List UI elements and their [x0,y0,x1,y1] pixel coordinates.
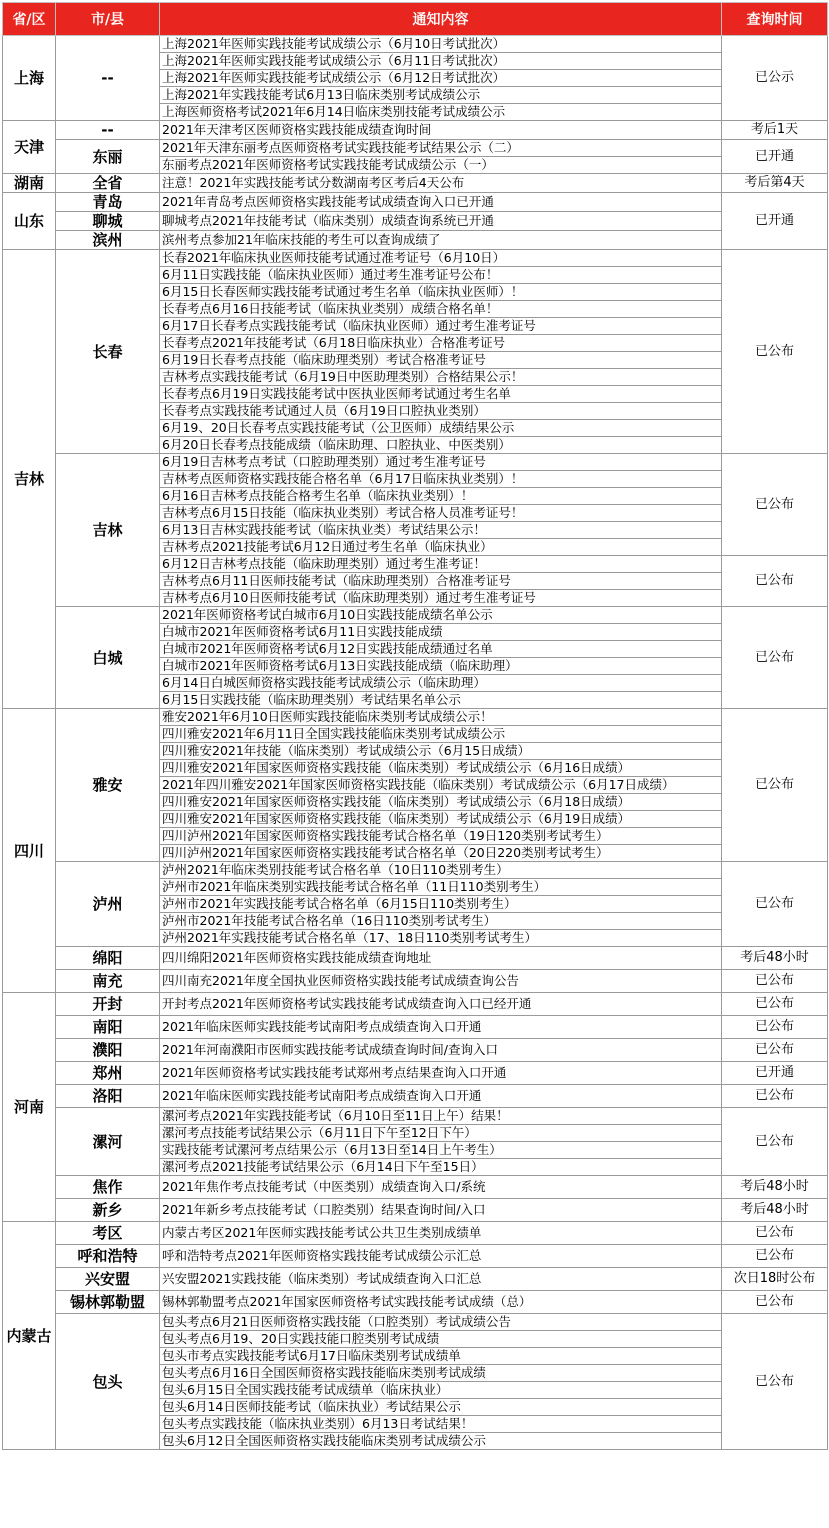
province-cell: 河南 [3,993,56,1222]
table-row [3,454,828,471]
city-cell: 锡林郭勒盟 [56,1291,160,1314]
query-time-cell: 已公布 [722,1222,828,1245]
query-time-cell: 次日18时公布 [722,1268,828,1291]
query-time-cell: 考后48小时 [722,1199,828,1222]
city-cell: 濮阳 [56,1039,160,1062]
notice-link[interactable]: 2021年医师资格考试白城市6月10日实践技能成绩名单公示 [160,607,722,624]
table-row [3,1039,828,1062]
city-cell: 泸州 [56,862,160,947]
table-row [3,140,828,157]
notice-link[interactable]: 聊城考点2021年技能考试（临床类别）成绩查询系统已开通 [160,212,722,231]
notice-table [2,2,828,1450]
notice-link[interactable]: 开封考点2021年医师资格考试实践技能考试成绩查询入口已经开通 [160,993,722,1016]
notice-link[interactable]: 四川雅安2021年国家医师资格实践技能（临床类别）考试成绩公示（6月19日成绩） [160,811,722,828]
notice-link[interactable]: 6月12日吉林考点技能（临床助理类别）通过考生准考证！ [160,556,722,573]
province-cell: 山东 [3,193,56,250]
city-cell: 开封 [56,993,160,1016]
notice-link[interactable]: 包头6月15日全国实践技能考试成绩单（临床执业） [160,1382,722,1399]
notice-link[interactable]: 四川雅安2021年技能（临床类别）考试成绩公示（6月15日成绩） [160,743,722,760]
notice-link[interactable]: 吉林考点2021技能考试6月12日通过考生名单（临床执业） [160,539,722,556]
table-row [3,193,828,212]
table-row [3,947,828,970]
notice-link[interactable]: 6月19、20日长春考点实践技能考试（公卫医师）成绩结果公示 [160,420,722,437]
table-body [3,36,828,1450]
query-time-cell: 已公布 [722,709,828,862]
header-time: 查询时间 [722,3,828,36]
notice-link[interactable]: 包头6月14日医师技能考试（临床执业）考试结果公示 [160,1399,722,1416]
query-time-cell: 考后第4天 [722,174,828,193]
notice-link[interactable]: 四川南充2021年度全国执业医师资格实践技能考试成绩查询公告 [160,970,722,993]
notice-link[interactable]: 长春考点6月16日技能考试（临床执业类别）成绩合格名单！ [160,301,722,318]
query-time-cell: 已公布 [722,1314,828,1450]
city-cell: 洛阳 [56,1085,160,1108]
city-cell: 新乡 [56,1199,160,1222]
notice-link[interactable]: 四川泸州2021年国家医师资格实践技能考试合格名单（19日120类别考试考生） [160,828,722,845]
query-time-cell: 已公布 [722,1291,828,1314]
table-row [3,1291,828,1314]
city-cell: 聊城 [56,212,160,231]
notice-link[interactable]: 2021年四川雅安2021年国家医师资格实践技能（临床类别）考试成绩公示（6月17日成绩） [160,777,722,794]
query-time-cell: 已公布 [722,1085,828,1108]
table-row [3,709,828,726]
notice-link[interactable]: 泸州2021年临床类别技能考试合格名单（10日110类别考生） [160,862,722,879]
city-cell: 白城 [56,607,160,709]
query-time-cell: 已开通 [722,1062,828,1085]
query-time-cell: 已公布 [722,1016,828,1039]
notice-link[interactable]: 四川雅安2021年6月11日全国实践技能临床类别考试成绩公示 [160,726,722,743]
notice-link[interactable]: 6月11日实践技能（临床执业医师）通过考生准考证号公布！ [160,267,722,284]
city-cell: 绵阳 [56,947,160,970]
city-cell: -- [56,36,160,121]
notice-link[interactable]: 呼和浩特考点2021年医师资格实践技能考试成绩公示汇总 [160,1245,722,1268]
city-cell: 郑州 [56,1062,160,1085]
query-time-cell: 考后48小时 [722,947,828,970]
notice-link[interactable]: 6月15日长春医师实践技能考试通过考生名单（临床执业医师）！ [160,284,722,301]
notice-link[interactable]: 吉林考点医师资格实践技能合格名单（6月17日临床执业类别）！ [160,471,722,488]
notice-link[interactable]: 四川绵阳2021年医师资格实践技能成绩查询地址 [160,947,722,970]
notice-link[interactable]: 上海医师资格考试2021年6月14日临床类别技能考试成绩公示 [160,104,722,121]
city-cell: 青岛 [56,193,160,212]
notice-link[interactable]: 四川雅安2021年国家医师资格实践技能（临床类别）考试成绩公示（6月18日成绩） [160,794,722,811]
notice-link[interactable]: 上海2021年医师实践技能考试成绩公示（6月11日考试批次） [160,53,722,70]
notice-link[interactable]: 长春考点实践技能考试通过人员（6月19日口腔执业类别） [160,403,722,420]
query-time-cell: 已公布 [722,454,828,556]
notice-link[interactable]: 6月19日长春考点技能（临床助理类别）考试合格准考证号 [160,352,722,369]
query-time-cell: 已公布 [722,607,828,709]
query-time-cell: 已公布 [722,993,828,1016]
header-province: 省/区 [3,3,56,36]
notice-link[interactable]: 长春2021年临床执业医师技能考试通过准考证号（6月10日） [160,250,722,267]
notice-link[interactable]: 锡林郭勒盟考点2021年国家医师资格考试实践技能考试成绩（总） [160,1291,722,1314]
notice-link[interactable]: 6月17日长春考点实践技能考试（临床执业医师）通过考生准考证号 [160,318,722,335]
query-time-cell: 已公布 [722,250,828,454]
table-row [3,212,828,231]
notice-link[interactable]: 上海2021年实践技能考试6月13日临床类别考试成绩公示 [160,87,722,104]
table-row [3,36,828,53]
city-cell: 兴安盟 [56,1268,160,1291]
notice-link[interactable]: 吉林考点6月15日技能（临床执业类别）考试合格人员准考证号！ [160,505,722,522]
notice-link[interactable]: 白城市2021年医师资格考试6月13日实践技能成绩（临床助理） [160,658,722,675]
table-row [3,1016,828,1039]
query-time-cell: 已公布 [722,1039,828,1062]
city-cell: 南充 [56,970,160,993]
province-cell: 内蒙古 [3,1222,56,1450]
notice-link[interactable]: 2021年新乡考点技能考试（口腔类别）结果查询时间/入口 [160,1199,722,1222]
city-cell: -- [56,121,160,140]
table-row [3,1108,828,1125]
notice-link[interactable]: 吉林考点6月10日医师技能考试（临床助理类别）通过考生准考证号 [160,590,722,607]
notice-link[interactable]: 包头考点6月19、20日实践技能口腔类别考试成绩 [160,1331,722,1348]
table-row [3,121,828,140]
province-cell: 天津 [3,121,56,174]
table-row [3,1199,828,1222]
city-cell: 吉林 [56,454,160,607]
table-row [3,993,828,1016]
notice-link[interactable]: 2021年临床医师实践技能考试南阳考点成绩查询入口开通 [160,1085,722,1108]
notice-link[interactable]: 漯河考点2021技能考试结果公示（6月14日下午至15日） [160,1159,722,1176]
query-time-cell: 已开通 [722,140,828,174]
notice-link[interactable]: 东丽考点2021年医师资格考试实践技能考试成绩公示（一） [160,157,722,174]
table-row [3,862,828,879]
notice-link[interactable]: 上海2021年医师实践技能考试成绩公示（6月12日考试批次） [160,70,722,87]
table-row [3,174,828,193]
notice-link[interactable]: 泸州市2021年技能考试合格名单（16日110类别考试考生） [160,913,722,930]
city-cell: 长春 [56,250,160,454]
notice-link[interactable]: 2021年焦作考点技能考试（中医类别）成绩查询入口/系统 [160,1176,722,1199]
query-time-cell: 考后48小时 [722,1176,828,1199]
notice-link[interactable]: 6月16日吉林考点技能合格考生名单（临床执业类别）！ [160,488,722,505]
header-city: 市/县 [56,3,160,36]
header-content: 通知内容 [160,3,722,36]
notice-link[interactable]: 白城市2021年医师资格考试6月11日实践技能成绩 [160,624,722,641]
query-time-cell: 已开通 [722,193,828,250]
notice-link[interactable]: 长春考点2021年技能考试（6月18日临床执业）合格准考证号 [160,335,722,352]
notice-link[interactable]: 泸州市2021年临床类别实践技能考试合格名单（11日110类别考生） [160,879,722,896]
table-row [3,1176,828,1199]
notice-link[interactable]: 内蒙古考区2021年医师实践技能考试公共卫生类别成绩单 [160,1222,722,1245]
notice-link[interactable]: 泸州2021年实践技能考试合格名单（17、18日110类别考试考生） [160,930,722,947]
notice-link[interactable]: 长春考点6月19日实践技能考试中医执业医师考试通过考生名单 [160,386,722,403]
query-time-cell: 已公布 [722,862,828,947]
city-cell: 滨州 [56,231,160,250]
notice-link[interactable]: 包头市考点实践技能考试6月17日临床类别考试成绩单 [160,1348,722,1365]
notice-link[interactable]: 包头考点6月16日全国医师资格实践技能临床类别考试成绩 [160,1365,722,1382]
city-cell: 东丽 [56,140,160,174]
query-time-cell: 已公示 [722,36,828,121]
province-cell: 上海 [3,36,56,121]
query-time-cell: 已公布 [722,970,828,993]
notice-link[interactable]: 2021年天津考区医师资格实践技能成绩查询时间 [160,121,722,140]
notice-link[interactable]: 兴安盟2021实践技能（临床类别）考试成绩查询入口汇总 [160,1268,722,1291]
city-cell: 全省 [56,174,160,193]
query-time-cell: 已公布 [722,556,828,607]
table-row [3,231,828,250]
city-cell: 呼和浩特 [56,1245,160,1268]
header-row [3,3,828,36]
notice-link[interactable]: 2021年青岛考点医师资格实践技能考试成绩查询入口已开通 [160,193,722,212]
notice-link[interactable]: 吉林考点实践技能考试（6月19日中医助理类别）合格结果公示！ [160,369,722,386]
notice-link[interactable]: 注意！2021年实践技能考试分数湖南考区考后4天公布 [160,174,722,193]
city-cell: 考区 [56,1222,160,1245]
table-row [3,1222,828,1245]
notice-link[interactable]: 2021年天津东丽考点医师资格考试实践技能考试结果公示（二） [160,140,722,157]
notice-link[interactable]: 上海2021年医师实践技能考试成绩公示（6月10日考试批次） [160,36,722,53]
notice-link[interactable]: 6月20日长春考点技能成绩（临床助理、口腔执业、中医类别） [160,437,722,454]
city-cell: 南阳 [56,1016,160,1039]
table-row [3,1245,828,1268]
notice-link[interactable]: 包头考点实践技能（临床执业类别）6月13日考试结果！ [160,1416,722,1433]
table-row [3,607,828,624]
notice-link[interactable]: 6月19日吉林考点考试（口腔助理类别）通过考生准考证号 [160,454,722,471]
notice-link[interactable]: 白城市2021年医师资格考试6月12日实践技能成绩通过名单 [160,641,722,658]
notice-link[interactable]: 2021年临床医师实践技能考试南阳考点成绩查询入口开通 [160,1016,722,1039]
notice-link[interactable]: 6月14日白城医师资格实践技能考试成绩公示（临床助理） [160,675,722,692]
province-cell: 吉林 [3,250,56,709]
notice-link[interactable]: 四川泸州2021年国家医师资格实践技能考试合格名单（20日220类别考试考生） [160,845,722,862]
notice-link[interactable]: 雅安2021年6月10日医师实践技能临床类别考试成绩公示！ [160,709,722,726]
notice-link[interactable]: 实践技能考试漯河考点结果公示（6月13日至14日上午考生） [160,1142,722,1159]
city-cell: 包头 [56,1314,160,1450]
query-time-cell: 考后1天 [722,121,828,140]
city-cell: 雅安 [56,709,160,862]
province-cell: 湖南 [3,174,56,193]
notice-link[interactable]: 包头考点6月21日医师资格实践技能（口腔类别）考试成绩公告 [160,1314,722,1331]
notice-link[interactable]: 2021年医师资格考试实践技能考试郑州考点结果查询入口开通 [160,1062,722,1085]
table-row [3,1268,828,1291]
table-row [3,1085,828,1108]
notice-link[interactable]: 6月13日吉林实践技能考试（临床执业类）考试结果公示！ [160,522,722,539]
notice-link[interactable]: 吉林考点6月11日医师技能考试（临床助理类别）合格准考证号 [160,573,722,590]
table-row [3,1062,828,1085]
query-time-cell: 已公布 [722,1108,828,1176]
province-cell: 四川 [3,709,56,993]
notice-link[interactable]: 6月15日实践技能（临床助理类别）考试结果名单公示 [160,692,722,709]
notice-link[interactable]: 四川雅安2021年国家医师资格实践技能（临床类别）考试成绩公示（6月16日成绩） [160,760,722,777]
table-row [3,250,828,267]
table-row [3,1314,828,1331]
notice-link[interactable]: 2021年河南濮阳市医师实践技能考试成绩查询时间/查询入口 [160,1039,722,1062]
query-time-cell: 已公布 [722,1245,828,1268]
city-cell: 漯河 [56,1108,160,1176]
notice-link[interactable]: 漯河考点2021年实践技能考试（6月10日至11日上午）结果！ [160,1108,722,1125]
notice-link[interactable]: 包头6月12日全国医师资格实践技能临床类别考试成绩公示 [160,1433,722,1450]
notice-link[interactable]: 滨州考点参加21年临床技能的考生可以查询成绩了 [160,231,722,250]
notice-link[interactable]: 漯河考点技能考试结果公示（6月11日下午至12日下午） [160,1125,722,1142]
notice-link[interactable]: 泸州市2021年实践技能考试合格名单（6月15日110类别考生） [160,896,722,913]
city-cell: 焦作 [56,1176,160,1199]
table-row [3,970,828,993]
